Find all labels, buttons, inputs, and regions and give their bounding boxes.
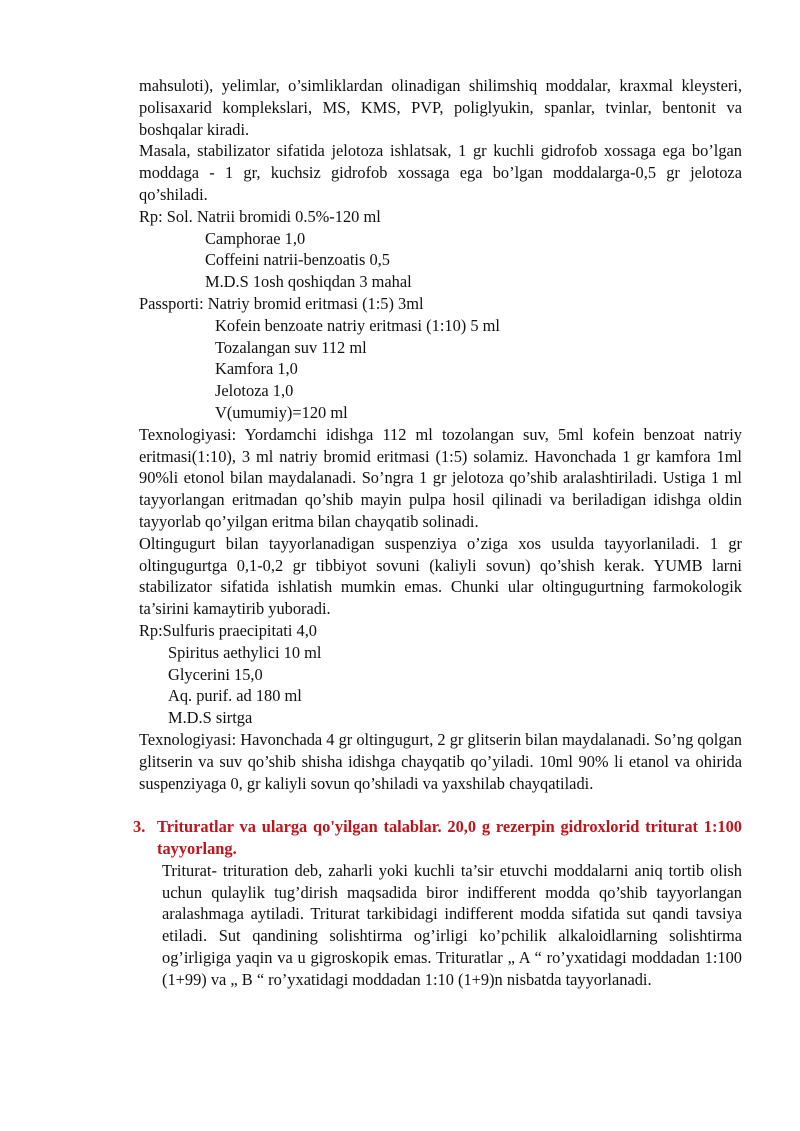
recipe-2 bbox=[139, 620, 742, 729]
recipe-2-line: Rp:Sulfuris praecipitati 4,0 bbox=[139, 620, 317, 640]
recipe-1-line: Coffeini natrii-benzoatis 0,5 bbox=[205, 250, 390, 270]
passport-line: Kamfora 1,0 bbox=[215, 359, 298, 379]
recipe-2-line: Glycerini 15,0 bbox=[168, 664, 263, 684]
paragraph-stabilizers-list: mahsuloti), yelimlar, o’simliklardan olinadigan shilimshiq moddalar, kraxmal kleysteri, polisaxarid komplekslari, MS, KMS, PVP, poliglyukin, spanlar, tvinlar, bentonit va boshqalar kiradi. bbox=[139, 76, 742, 139]
spacer bbox=[0, 794, 800, 816]
recipe-1-line: M.D.S 1osh qoshiqdan 3 mahal bbox=[205, 272, 412, 292]
recipe-1 bbox=[139, 206, 742, 293]
section-title: Trituratlar va ularga qo'yilgan talablar. 20,0 g rezerpin gidroxlorid triturat 1:100 tayyorlang. bbox=[157, 817, 742, 859]
passport-line: Jelotoza 1,0 bbox=[215, 381, 294, 401]
passport-line: Passporti: Natriy bromid eritmasi (1:5) 3ml bbox=[139, 293, 424, 313]
recipe-1-line: Camphorae 1,0 bbox=[205, 228, 306, 248]
section-number: 3. bbox=[133, 817, 146, 837]
section-3-body: Triturat- trituration deb, zaharli yoki kuchli ta’sir etuvchi moddalarni aniq tortib olish uchun qulaylik tug’dirish maqsadida biror indifferent modda qo’shib tayyorlangan aralashmaga aytiladi. Triturat tarkibidagi indifferent modda sifatida sut qandi tavsiya etiladi. Sut qandining solishtirma og’irligi ko’pchilik alkaloidlarning solishtirma og’irligiga yaqin va u gigroskopik emas. Trituratlar „ A “ ro’yxatidagi moddadan 1:100 (1+99) va „ B “ ro’yxatidagi moddadan 1:10 (1+9)n nisbatda tayyorlanadi. bbox=[162, 860, 742, 989]
technology-paragraph-1: Texnologiyasi: Yordamchi idishga 112 ml tozolangan suv, 5ml kofein benzoat natriy eritmasi(1:10), 3 ml natriy bromid eritmasi (1:5) solamiz. Havonchada 1 gr kamfora 1ml 90%li etonol bilan maydalanadi. So’ngra 1 gr jelotoza qo’shib aralashtiriladi. Ustiga 1 ml tayyorlangan eritmadan qo’shib mayin pulpa hosil qilinadi va beriladigan idishga oldin tayyorlab qo’yilgan eritma bilan chayqatib solinadi. bbox=[139, 424, 742, 531]
paragraph-gelatose-example: Masala, stabilizator sifatida jelotoza ishlatsak, 1 gr kuchli gidrofob xossaga ega bo’lgan moddaga - 1 gr, kuchsiz gidrofob xossaga ega bo’lgan moddalarga-0,5 gr jelotoza qo’shiladi. bbox=[139, 141, 742, 204]
technology-paragraph-2: Texnologiyasi: Havonchada 4 gr oltingugurt, 2 gr glitserin bilan maydalanadi. So’ng qolgan glitserin va suv qo’shib shisha idishga chayqatib qo’yiladi. 10ml 90% li etanol va ohirida suspenziyaga 0, gr kaliyli sovun qo’shiladi va yaxshilab chayqatiladi. bbox=[139, 729, 742, 793]
passport-line: Kofein benzoate natriy eritmasi (1:10) 5 ml bbox=[215, 315, 500, 335]
sulfur-suspension-paragraph: Oltingugurt bilan tayyorlanadigan suspenziya o’ziga xos usulda tayyorlaniladi. 1 gr oltingugurtga 0,1-0,2 gr tibbiyot sovuni (kaliyli sovun) qo’shish kerak. YUMB larni stabilizator sifatida ishlatish mumkin emas. Chunki ular oltingugurtning farmokologik ta’sirini kamaytirib yuboradi. bbox=[139, 533, 742, 619]
passport-line: V(umumiy)=120 ml bbox=[215, 402, 348, 422]
section-3-heading bbox=[133, 816, 742, 860]
recipe-2-line: M.D.S sirtga bbox=[168, 708, 253, 728]
recipe-2-line: Spiritus aethylici 10 ml bbox=[168, 642, 322, 662]
passport-1 bbox=[139, 293, 742, 424]
recipe-1-line: Rp: Sol. Natrii bromidi 0.5%-120 ml bbox=[139, 206, 381, 226]
passport-line: Tozalangan suv 112 ml bbox=[215, 337, 367, 357]
recipe-2-line: Aq. purif. ad 180 ml bbox=[168, 686, 302, 706]
